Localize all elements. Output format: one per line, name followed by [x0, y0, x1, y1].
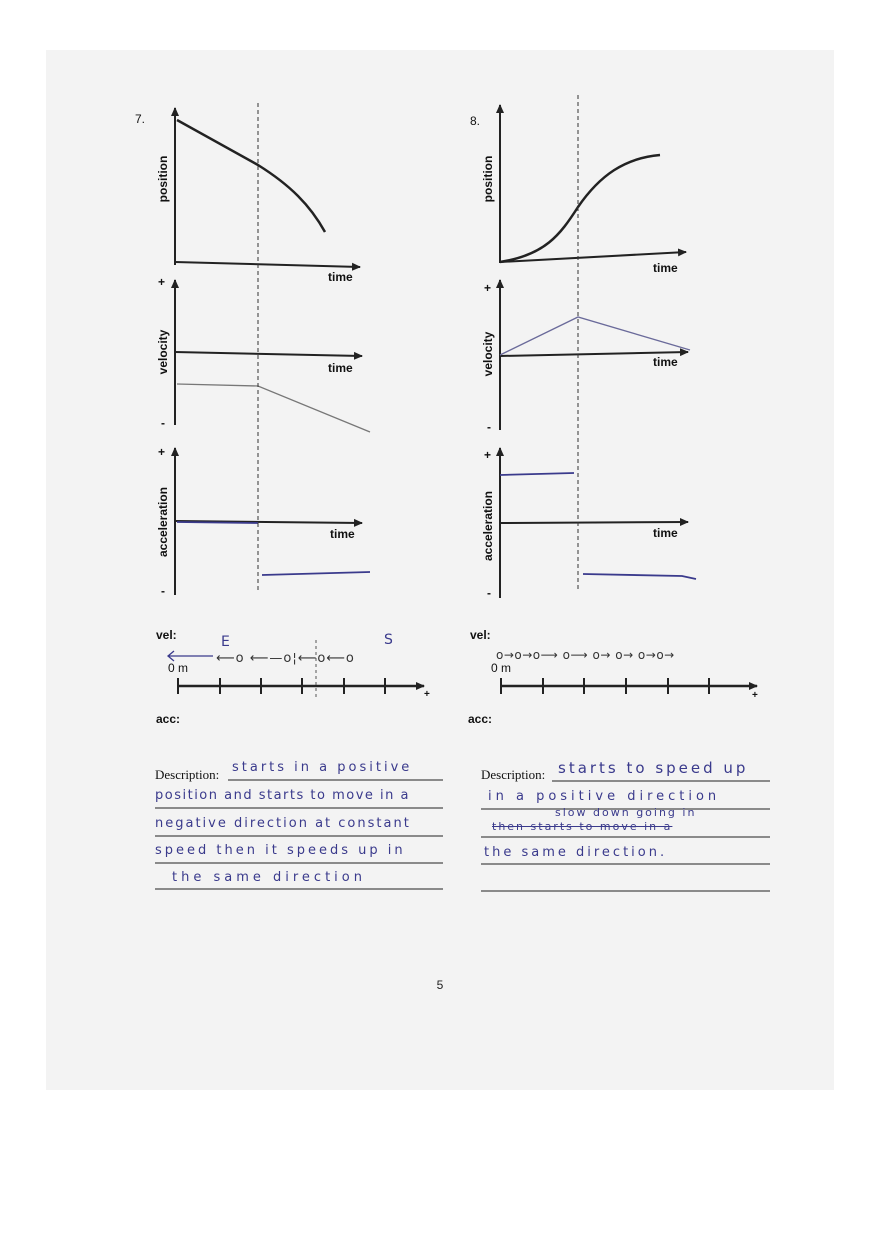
page-number: 5: [436, 978, 444, 992]
zero-meter-label: 0 m: [491, 661, 512, 675]
velocity-minus-label: -: [487, 420, 491, 434]
velocity-axis-label: velocity: [156, 329, 170, 375]
problem-8-acceleration-graph: [500, 448, 696, 598]
description-line-5: the same direction: [172, 870, 366, 885]
acc-label: acc:: [156, 712, 181, 726]
description-line-4: the same direction.: [484, 845, 668, 860]
acceleration-axis-label: acceleration: [481, 490, 495, 562]
description-line-1: starts to speed up: [558, 759, 749, 777]
time-axis-label: time: [328, 270, 353, 284]
problem-7-velocity-graph: [175, 280, 370, 432]
problem-8-position-graph: [500, 105, 686, 263]
start-mark: S: [384, 632, 396, 648]
acceleration-minus-label: -: [161, 584, 165, 598]
position-axis-label: position: [481, 155, 495, 203]
description-label: Description:: [481, 767, 546, 782]
acceleration-minus-label: -: [487, 586, 491, 600]
vel-label: vel:: [156, 628, 177, 642]
axis-plus-label: +: [752, 690, 758, 701]
description-line-2: in a positive direction: [488, 789, 721, 804]
acceleration-sketch-1: [177, 522, 258, 523]
description-line-3: then starts to move in a: [492, 820, 673, 833]
time-axis-label: time: [653, 355, 678, 369]
acc-label: acc:: [468, 712, 493, 726]
position-axis-label: position: [156, 155, 170, 203]
problem-8-number: 8.: [470, 114, 481, 128]
velocity-sketch: [500, 317, 690, 355]
velocity-axis-label: velocity: [481, 331, 495, 377]
problem-7-position-graph: [175, 108, 360, 267]
motion-dots: ⟵o ⟵—o¦⟵o⟵o: [216, 651, 355, 666]
velocity-minus-label: -: [161, 416, 165, 430]
velocity-plus-label: +: [484, 281, 492, 295]
acceleration-sketch-2: [262, 572, 370, 575]
axis-plus-label: +: [424, 689, 430, 700]
acceleration-sketch-2: [583, 574, 696, 579]
problem-7-number: 7.: [135, 112, 146, 126]
problem-7-acceleration-graph: [175, 448, 370, 595]
description-label: Description:: [155, 767, 220, 782]
position-curve: [500, 155, 660, 262]
description-insert: slow down going in: [555, 806, 697, 819]
time-axis-label: time: [330, 527, 355, 541]
velocity-plus-label: +: [158, 275, 166, 289]
problem-7-number-line: [168, 640, 424, 700]
motion-dots: o→o→o⟶ o⟶ o→ o→ o→o→: [496, 648, 675, 662]
position-curve: [177, 120, 325, 232]
acceleration-axis-label: acceleration: [156, 486, 170, 558]
acceleration-sketch-1: [500, 473, 574, 475]
time-axis-label: time: [328, 361, 353, 375]
acceleration-plus-label: +: [158, 445, 166, 459]
zero-meter-label: 0 m: [168, 661, 189, 675]
velocity-sketch: [177, 384, 370, 432]
vel-label: vel:: [470, 628, 491, 642]
description-line-4: speed then it speeds up in: [155, 843, 406, 858]
description-line-1: starts in a positive: [232, 760, 413, 775]
end-mark: E: [221, 634, 233, 650]
description-line-3: negative direction at constant: [155, 816, 411, 831]
description-line-2: position and starts to move in a: [155, 788, 410, 803]
problem-8-number-line: [501, 678, 757, 694]
time-axis-label: time: [653, 526, 678, 540]
time-axis-label: time: [653, 261, 678, 275]
acceleration-plus-label: +: [484, 448, 492, 462]
